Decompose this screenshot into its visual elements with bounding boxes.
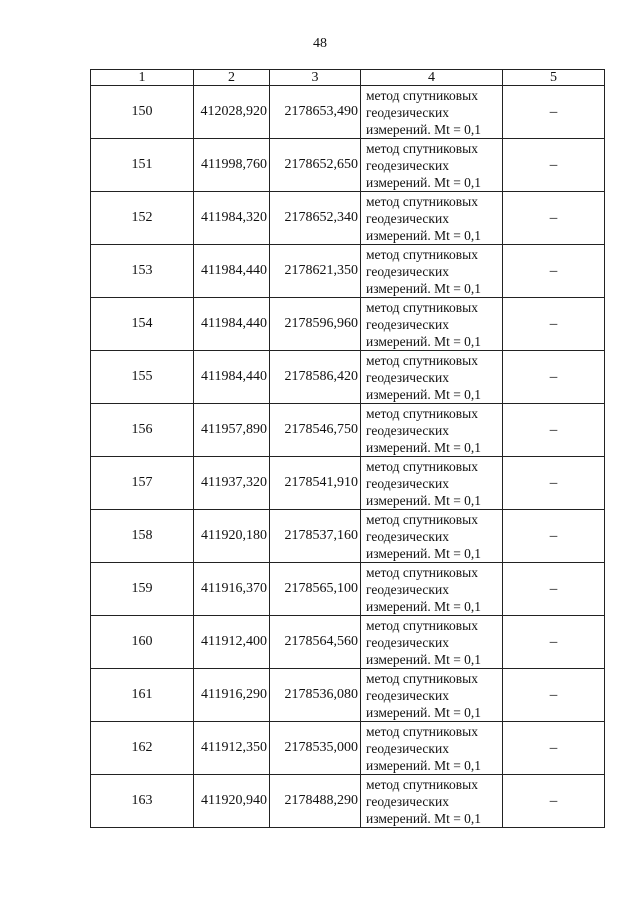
table-header: [91, 70, 605, 86]
table-row: [91, 457, 605, 510]
point-number-cell: 152: [91, 192, 194, 245]
y-coordinate-cell: 2178652,650: [270, 139, 361, 192]
method-cell: метод спутниковых геодезических измерений. Mt = 0,1: [361, 457, 503, 510]
note-cell: –: [503, 510, 605, 563]
method-cell: метод спутниковых геодезических измерений. Mt = 0,1: [361, 404, 503, 457]
method-cell: метод спутниковых геодезических измерений. Mt = 0,1: [361, 192, 503, 245]
y-coordinate-cell: 2178536,080: [270, 669, 361, 722]
page-number: 48: [313, 36, 327, 51]
note-cell: –: [503, 722, 605, 775]
y-coordinate-cell: 2178621,350: [270, 245, 361, 298]
method-cell: метод спутниковых геодезических измерений. Mt = 0,1: [361, 245, 503, 298]
note-cell: –: [503, 616, 605, 669]
note-cell: –: [503, 245, 605, 298]
method-cell: метод спутниковых геодезических измерений. Mt = 0,1: [361, 616, 503, 669]
y-coordinate-cell: 2178535,000: [270, 722, 361, 775]
note-cell: –: [503, 86, 605, 139]
y-coordinate-cell: 2178541,910: [270, 457, 361, 510]
x-coordinate-cell: 411937,320: [194, 457, 270, 510]
x-coordinate-cell: 411984,440: [194, 245, 270, 298]
table-row: [91, 616, 605, 669]
method-cell: метод спутниковых геодезических измерений. Mt = 0,1: [361, 139, 503, 192]
table-row: [91, 775, 605, 828]
point-number-cell: 154: [91, 298, 194, 351]
method-cell: метод спутниковых геодезических измерений. Mt = 0,1: [361, 510, 503, 563]
y-coordinate-cell: 2178488,290: [270, 775, 361, 828]
note-cell: –: [503, 298, 605, 351]
x-coordinate-cell: 412028,920: [194, 86, 270, 139]
header-col-3: 3: [270, 70, 361, 86]
note-cell: –: [503, 563, 605, 616]
table-body: [91, 86, 605, 828]
note-cell: –: [503, 669, 605, 722]
x-coordinate-cell: 411998,760: [194, 139, 270, 192]
note-cell: –: [503, 404, 605, 457]
x-coordinate-cell: 411984,320: [194, 192, 270, 245]
x-coordinate-cell: 411984,440: [194, 351, 270, 404]
point-number-cell: 162: [91, 722, 194, 775]
point-number-cell: 157: [91, 457, 194, 510]
point-number-cell: 150: [91, 86, 194, 139]
y-coordinate-cell: 2178537,160: [270, 510, 361, 563]
x-coordinate-cell: 411984,440: [194, 298, 270, 351]
x-coordinate-cell: 411920,180: [194, 510, 270, 563]
table-row: [91, 722, 605, 775]
point-number-cell: 151: [91, 139, 194, 192]
point-number-cell: 153: [91, 245, 194, 298]
table-row: [91, 139, 605, 192]
table-row: [91, 510, 605, 563]
y-coordinate-cell: 2178564,560: [270, 616, 361, 669]
method-cell: метод спутниковых геодезических измерений. Mt = 0,1: [361, 722, 503, 775]
method-cell: метод спутниковых геодезических измерений. Mt = 0,1: [361, 86, 503, 139]
table-row: [91, 669, 605, 722]
note-cell: –: [503, 775, 605, 828]
x-coordinate-cell: 411912,400: [194, 616, 270, 669]
note-cell: –: [503, 192, 605, 245]
x-coordinate-cell: 411912,350: [194, 722, 270, 775]
coordinates-table: [90, 69, 605, 828]
method-cell: метод спутниковых геодезических измерений. Mt = 0,1: [361, 669, 503, 722]
point-number-cell: 163: [91, 775, 194, 828]
y-coordinate-cell: 2178596,960: [270, 298, 361, 351]
y-coordinate-cell: 2178652,340: [270, 192, 361, 245]
point-number-cell: 159: [91, 563, 194, 616]
note-cell: –: [503, 457, 605, 510]
point-number-cell: 158: [91, 510, 194, 563]
note-cell: –: [503, 139, 605, 192]
table-row: [91, 563, 605, 616]
point-number-cell: 161: [91, 669, 194, 722]
header-col-2: 2: [194, 70, 270, 86]
y-coordinate-cell: 2178586,420: [270, 351, 361, 404]
point-number-cell: 160: [91, 616, 194, 669]
y-coordinate-cell: 2178653,490: [270, 86, 361, 139]
y-coordinate-cell: 2178565,100: [270, 563, 361, 616]
x-coordinate-cell: 411957,890: [194, 404, 270, 457]
table-row: [91, 86, 605, 139]
x-coordinate-cell: 411916,290: [194, 669, 270, 722]
note-cell: –: [503, 351, 605, 404]
table-row: [91, 298, 605, 351]
x-coordinate-cell: 411916,370: [194, 563, 270, 616]
table-row: [91, 192, 605, 245]
table-row: [91, 245, 605, 298]
header-col-5: 5: [503, 70, 605, 86]
y-coordinate-cell: 2178546,750: [270, 404, 361, 457]
x-coordinate-cell: 411920,940: [194, 775, 270, 828]
table-row: [91, 404, 605, 457]
point-number-cell: 156: [91, 404, 194, 457]
method-cell: метод спутниковых геодезических измерений. Mt = 0,1: [361, 298, 503, 351]
method-cell: метод спутниковых геодезических измерений. Mt = 0,1: [361, 351, 503, 404]
header-col-4: 4: [361, 70, 503, 86]
method-cell: метод спутниковых геодезических измерений. Mt = 0,1: [361, 563, 503, 616]
header-row: [91, 70, 605, 86]
method-cell: метод спутниковых геодезических измерений. Mt = 0,1: [361, 775, 503, 828]
header-col-1: 1: [91, 70, 194, 86]
table-row: [91, 351, 605, 404]
point-number-cell: 155: [91, 351, 194, 404]
